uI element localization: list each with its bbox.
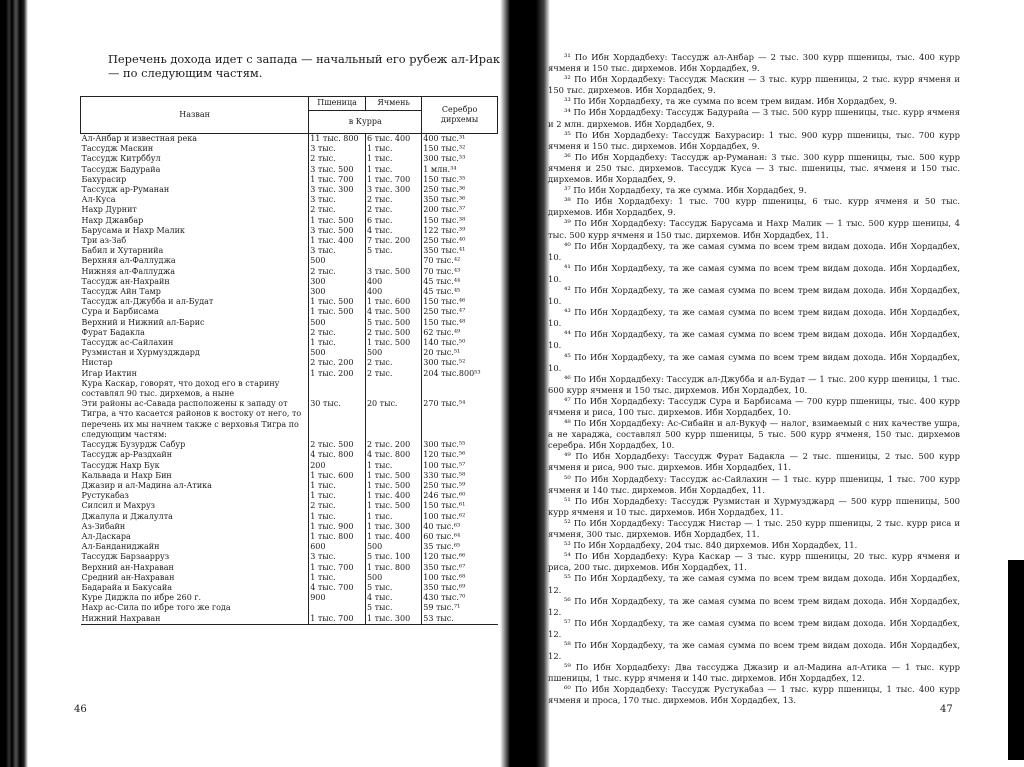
footnote: ⁴⁴ По Ибн Хордадбеху, та же самая сумма по всем трем видам дохода. Ибн Хордадбех, 10.	[548, 329, 960, 351]
silver-value: 270 тыс.⁵⁴	[422, 399, 498, 440]
region-name: Тассудж ал-Джубба и ал-Будат	[81, 297, 214, 307]
footnote: ³⁹ По Ибн Хордадбеху: Тассудж Барусама и Нахр Малик — 1 тыс. 500 курр шеницы, 4 тыс. 500 курр ячменя и 150 тыс. дирхемов. Ибн Хордадбех, 11.	[548, 218, 960, 240]
region-name: Верхняя ал-Фаллуджа	[81, 256, 176, 266]
footnote: ³⁸ По Ибн Хордадбеху: 1 тыс. 700 курр пшеницы, 6 тыс. курр ячменя и 50 тыс. дирхемов. Ибн Хордадбех, 9.	[548, 196, 960, 218]
barley-value: 5 тыс.	[365, 246, 421, 256]
wheat-value: 1 тыс.	[309, 512, 366, 522]
table-row	[81, 358, 498, 368]
region-name: Сура и Барбисама	[81, 307, 159, 317]
wheat-value: 300	[309, 277, 366, 287]
region-name: Бадарайа и Бакусайа	[81, 582, 172, 592]
table-row	[81, 175, 498, 185]
table-row	[81, 236, 498, 246]
wheat-value: 1 тыс. 400	[309, 236, 366, 246]
wheat-value: 3 тыс.	[309, 144, 366, 154]
wheat-value: 1 тыс.	[309, 491, 366, 501]
silver-value: 300 тыс.³³	[422, 154, 498, 164]
table-row	[81, 512, 498, 522]
barley-value: 1 тыс.	[365, 165, 421, 175]
table-row	[81, 399, 498, 440]
footnote: ⁵² По Ибн Хордадбеху: Тассудж Нистар — 1 тыс. 250 курр пшеницы, 2 тыс. курр риса и ячменя, 300 тыс. дирхемов. Ибн Хордадбех, 11.	[548, 517, 960, 540]
barley-value: 4 тыс. 800	[365, 450, 421, 460]
footnote: ⁵⁵ По Ибн Хордадбеху, та же самая сумма по всем трем видам дохода. Ибн Хордадбех, 12.	[548, 573, 960, 595]
table-row	[81, 267, 498, 277]
barley-value: 3 тыс. 500	[365, 267, 421, 277]
wheat-value: 2 тыс.	[309, 501, 366, 511]
region-name: Тассудж ар-Раздхайн	[81, 450, 173, 460]
silver-value: 45 тыс.⁴⁵	[422, 287, 498, 297]
footnote: ⁵³ По Ибн Хордадбеху, 204 тыс. 840 дирхемов. Ибн Хордадбех, 11.	[564, 540, 858, 551]
silver-value: 150 тыс.³⁵	[422, 175, 498, 185]
barley-value: 1 тыс. 400	[365, 532, 421, 542]
footnote: ⁴⁰ По Ибн Хордадбеху, та же самая сумма по всем трем видам дохода. Ибн Хордадбех, 10.	[548, 240, 960, 262]
barley-value: 500	[365, 348, 421, 358]
region-name: Рузмистан и Хурмуздждард	[81, 348, 200, 358]
footnote: ⁵⁹ По Ибн Хордадбеху: Два тассуджа Джазир и ал-Мадина ал-Атика — 1 тыс. курр пшеницы, 1 тыс. курр ячменя и 140 тыс. дирхемов. Ибн Хордадбех, 12.	[548, 662, 960, 684]
region-name: Кура Каскар, говорят, что доход его в старину составлял 90 тыс. дирхемов, а ныне	[81, 378, 280, 399]
table-row	[81, 501, 498, 511]
region-name: Игар Йактин	[81, 368, 137, 378]
region-name: Нахр ас-Сила по ибре того же года	[81, 603, 231, 613]
barley-value: 400	[365, 287, 421, 297]
silver-value: 250 тыс.⁵⁹	[422, 481, 498, 491]
barley-value: 2 тыс.	[365, 195, 421, 205]
region-name: Средний ан-Нахраван	[81, 572, 175, 582]
wheat-value: 1 тыс. 700	[309, 614, 366, 625]
wheat-value: 2 тыс.	[309, 154, 366, 164]
region-name: Ал-Анбар и известная река	[81, 134, 198, 143]
silver-value: 250 тыс.³⁶	[422, 185, 498, 195]
region-name: Бахурасир	[81, 174, 127, 184]
silver-value: 45 тыс.⁴⁴	[422, 277, 498, 287]
wheat-value: 600	[309, 542, 366, 552]
wheat-value: 1 тыс. 500	[309, 297, 366, 307]
silver-value: 53 тыс.	[422, 614, 498, 625]
footnote: ³⁷ По Ибн Хордадбеху, та же сумма. Ибн Хордадбех, 9.	[564, 185, 807, 196]
region-name: Тассудж Барзаарруз	[81, 552, 170, 562]
table-row	[81, 226, 498, 236]
silver-value: 150 тыс.⁴⁶	[422, 297, 498, 307]
footnote: ⁵¹ По Ибн Хордадбеху: Тассудж Рузмистан и Хурмузджард — 500 курр пшеницы, 500 курр ячменя и 10 тыс. дирхемов. Ибн Хордадбех, 11.	[548, 495, 960, 517]
silver-value: 300 тыс.⁵²	[422, 358, 498, 368]
right-page	[548, 0, 960, 767]
table-row	[81, 287, 498, 297]
region-name: Фурат Бадакла	[81, 327, 145, 337]
barley-value: 1 тыс. 500	[365, 501, 421, 511]
silver-value: 430 тыс.⁷⁰	[422, 593, 498, 603]
barley-value: 500	[365, 573, 421, 583]
header-in-kurr: в Курра	[309, 111, 422, 134]
table-row	[81, 583, 498, 593]
silver-value: 350 тыс.⁴¹	[422, 246, 498, 256]
silver-value: 204 тыс.800⁵³	[422, 369, 498, 379]
barley-value: 4 тыс.	[365, 593, 421, 603]
table-row	[81, 277, 498, 287]
footnote: ⁵⁴ По Ибн Хордадбеху: Кура Каскар — 3 тыс. курр пшеницы, 20 тыс. курр ячменя и риса, 200 тыс. дирхемов. Ибн Хордадбех, 11.	[548, 551, 960, 573]
wheat-value: 300	[309, 287, 366, 297]
page-number-left: 46	[74, 704, 87, 715]
wheat-value: 3 тыс. 300	[309, 185, 366, 195]
silver-value: 250 тыс.⁴⁰	[422, 236, 498, 246]
barley-value: 7 тыс. 200	[365, 236, 421, 246]
scan-edge-left	[0, 0, 28, 767]
footnote: ⁴⁶ По Ибн Хордадбеху: Тассудж ал-Джубба и ал-Будат — 1 тыс. 200 курр шеницы, 1 тыс. 600 курр ячменя и 150 тыс. дирхемов. Ибн Хордадбех, 10.	[548, 373, 960, 395]
barley-value: 2 тыс.	[365, 358, 421, 368]
silver-value: 70 тыс.⁴³	[422, 267, 498, 277]
barley-value: 5 тыс.	[365, 603, 421, 613]
barley-value: 1 тыс. 400	[365, 491, 421, 501]
silver-value: 60 тыс.⁶⁴	[422, 532, 498, 542]
barley-value: 2 тыс.	[365, 205, 421, 215]
region-name: Нижний Нахраван	[81, 614, 309, 625]
wheat-value: 30 тыс.	[309, 399, 366, 440]
region-name: Тассудж Китрббул	[81, 154, 161, 164]
wheat-value: 1 тыс. 700	[309, 175, 366, 185]
barley-value: 5 тыс.	[365, 583, 421, 593]
wheat-value: 2 тыс.	[309, 267, 366, 277]
barley-value: 2 тыс. 500	[365, 328, 421, 338]
table-row	[81, 205, 498, 215]
table-row	[81, 134, 498, 145]
wheat-value: 2 тыс. 500	[309, 440, 366, 450]
header-wheat: Пшеница	[309, 97, 366, 111]
wheat-value: 1 тыс. 200	[309, 369, 366, 379]
region-name: Силсил и Махруз	[81, 501, 156, 511]
table-row	[81, 614, 498, 625]
silver-value: 150 тыс.³²	[422, 144, 498, 154]
wheat-value: 2 тыс. 200	[309, 358, 366, 368]
table-row	[81, 471, 498, 481]
barley-value: 1 тыс. 600	[365, 297, 421, 307]
table-row	[81, 185, 498, 195]
wheat-value: 500	[309, 348, 366, 358]
barley-value: 5 тыс. 100	[365, 552, 421, 562]
region-name: Джалула и Джалулта	[81, 511, 173, 521]
silver-value: 350 тыс.³⁶	[422, 195, 498, 205]
region-name: Верхний ан-Нахраван	[81, 562, 174, 572]
table-row	[81, 195, 498, 205]
silver-value: 246 тыс.⁶⁰	[422, 491, 498, 501]
table-row	[81, 481, 498, 491]
wheat-value: 3 тыс. 500	[309, 226, 366, 236]
table-row	[81, 573, 498, 583]
footnote: ³⁶ По Ибн Хордадбеху: Тассудж ар-Руманан: 3 тыс. 300 курр пшеницы, тыс. 500 курр ячменя и 250 тыс. дирхемов. Тассудж Куса — 3 тыс. пшеницы, тыс. ячменя и 150 тыс. дирхемов. Ибн Хордадбех, 9.	[548, 151, 960, 185]
silver-value: 350 тыс.⁶⁹	[422, 583, 498, 593]
region-name: Ал-Даскара	[81, 531, 131, 541]
region-name: Джазир и ал-Мадина ал-Атика	[81, 480, 212, 490]
silver-value: 140 тыс.⁵⁰	[422, 338, 498, 348]
barley-value: 1 тыс. 500	[365, 471, 421, 481]
barley-value: 1 тыс. 800	[365, 563, 421, 573]
silver-value: 150 тыс.⁶¹	[422, 501, 498, 511]
table-row	[81, 348, 498, 358]
region-name: Куре Диджла по ибре 260 г.	[81, 593, 202, 603]
table-row	[81, 379, 498, 399]
region-name: Тассудж ас-Сайлахин	[81, 338, 174, 348]
silver-value: 1 млн.³⁴	[422, 165, 498, 175]
table-row	[81, 440, 498, 450]
footnote: ⁵⁷ По Ибн Хордадбеху, та же самая сумма по всем трем видам дохода. Ибн Хордадбех, 12.	[548, 617, 960, 639]
footnote: ⁵⁰ По Ибн Хордадбеху: Тассудж ас-Сайлахин — 1 тыс. курр пшеницы, 1 тыс. 700 курр ячменя и 140 тыс. дирхемов. Ибн Хордадбех, 11.	[548, 473, 960, 495]
table-row	[81, 450, 498, 460]
region-name: Нистар	[81, 358, 113, 368]
footnote: ⁵⁸ По Ибн Хордадбеху, та же самая сумма по всем трем видам дохода. Ибн Хордадбех, 12.	[548, 639, 960, 662]
barley-value: 400	[365, 277, 421, 287]
region-name: Три аз-Заб	[81, 236, 127, 246]
silver-value: 100 тыс.⁶⁸	[422, 573, 498, 583]
region-name: Тассудж Бадурайа	[81, 164, 161, 174]
table-row	[81, 297, 498, 307]
barley-value: 1 тыс.	[365, 144, 421, 154]
silver-value: 300 тыс.⁵⁵	[422, 440, 498, 450]
table-row	[81, 542, 498, 552]
region-name: Нахр Дурнит	[81, 205, 137, 215]
table-row	[81, 338, 498, 348]
scan-edge-right	[1008, 560, 1024, 760]
barley-value: 4 тыс.	[365, 226, 421, 236]
left-page	[74, 0, 500, 767]
table-row	[81, 593, 498, 603]
table-row	[81, 144, 498, 154]
silver-value	[422, 379, 498, 399]
wheat-value: 1 тыс. 600	[309, 471, 366, 481]
header-silver: Серебро дирхемы	[422, 97, 498, 134]
wheat-value: 1 тыс.	[309, 573, 366, 583]
table-row	[81, 216, 498, 226]
barley-value: 20 тыс.	[365, 399, 421, 440]
silver-value: 400 тыс.³¹	[422, 134, 498, 145]
wheat-value: 500	[309, 318, 366, 328]
table-row	[81, 563, 498, 573]
wheat-value: 1 тыс. 500	[309, 216, 366, 226]
silver-value: 122 тыс.³⁹	[422, 226, 498, 236]
region-name: Ал-Куса	[81, 195, 116, 205]
wheat-value: 3 тыс. 500	[309, 165, 366, 175]
barley-value: 500	[365, 542, 421, 552]
header-names: Назван	[81, 97, 309, 134]
footnote: ³⁴ По Ибн Хордадбеху: Тассудж Бадурайа — 3 тыс. 500 курр пшеницы, тыс. курр ячменя и 2 млн. дирхемов. Ибн Хордадбех, 9.	[548, 107, 960, 129]
footnote: ³⁵ По Ибн Хордадбеху: Тассудж Бахурасир: 1 тыс. 900 курр пшеницы, тыс. 700 курр ячменя и 150 тыс. дирхемов. Ибн Хордадбех, 9.	[548, 129, 960, 151]
silver-value: 120 тыс.⁶⁶	[422, 552, 498, 562]
silver-value: 150 тыс.³⁸	[422, 216, 498, 226]
footnote: ⁶⁰ По Ибн Хордадбеху: Тассудж Рустукабаз — 1 тыс. курр пшеницы, 1 тыс. 400 курр ячменя и проса, 170 тыс. дирхемов. Ибн Хордадбех, 13.	[548, 684, 960, 706]
barley-value: 6 тыс.	[365, 216, 421, 226]
book-spine-shadow	[500, 0, 550, 767]
region-name: Тассудж Нахр Бук	[81, 460, 160, 470]
silver-value: 20 тыс.⁵¹	[422, 348, 498, 358]
footnote: ⁴² По Ибн Хордадбеху, та же самая сумма по всем трем видам дохода. Ибн Хордадбех, 10.	[548, 284, 960, 307]
wheat-value: 4 тыс. 700	[309, 583, 366, 593]
region-name: Тассудж ар-Руманан	[81, 185, 170, 195]
region-name: Ал-Банданиджайн	[81, 542, 160, 552]
table-row	[81, 256, 498, 266]
footnote: ⁴¹ По Ибн Хордадбеху, та же самая сумма по всем трем видам дохода. Ибн Хордадбех, 10.	[548, 262, 960, 284]
wheat-value: 2 тыс.	[309, 205, 366, 215]
region-name: Тассудж Айн Тамр	[81, 287, 161, 297]
barley-value: 5 тыс. 500	[365, 318, 421, 328]
barley-value: 2 тыс.	[365, 369, 421, 379]
barley-value: 1 тыс. 500	[365, 481, 421, 491]
footnotes	[548, 52, 960, 707]
wheat-value: 500	[309, 256, 366, 266]
wheat-value: 200	[309, 461, 366, 471]
table-row	[81, 328, 498, 338]
wheat-value: 1 тыс. 700	[309, 563, 366, 573]
barley-value: 6 тыс. 400	[365, 134, 421, 145]
table-row	[81, 154, 498, 164]
table-row	[81, 165, 498, 175]
silver-value: 200 тыс.³⁷	[422, 205, 498, 215]
barley-value: 1 тыс. 300	[365, 522, 421, 532]
wheat-value: 11 тыс. 800	[309, 134, 366, 145]
table-row	[81, 491, 498, 501]
table-row	[81, 522, 498, 532]
region-name: Верхний и Нижний ал-Барис	[81, 317, 205, 327]
footnote: ⁴⁹ По Ибн Хордадбеху: Тассудж Фурат Бадакла — 2 тыс. пшеницы, 2 тыс. 500 курр ячменя и риса, 900 тыс. дирхемов. Ибн Хордадбех, 11.	[548, 451, 960, 473]
wheat-value: 1 тыс. 900	[309, 522, 366, 532]
footnote: ⁵⁶ По Ибн Хордадбеху, та же самая сумма по всем трем видам дохода. Ибн Хордадбех, 12.	[548, 595, 960, 617]
region-name: Тассудж Маскин	[81, 144, 154, 154]
table-row	[81, 369, 498, 379]
wheat-value: 4 тыс. 800	[309, 450, 366, 460]
wheat-value: 3 тыс.	[309, 552, 366, 562]
barley-value: 2 тыс. 200	[365, 440, 421, 450]
silver-value: 59 тыс.⁷¹	[422, 603, 498, 613]
silver-value: 120 тыс.⁵⁶	[422, 450, 498, 460]
table-row	[81, 461, 498, 471]
table-row	[81, 532, 498, 542]
wheat-value: 1 тыс. 800	[309, 532, 366, 542]
table-row	[81, 246, 498, 256]
footnote: ³¹ По Ибн Хордадбеху: Тассудж ал-Анбар — 2 тыс. 300 курр пшеницы, тыс. 400 курр ячменя и 150 тыс. дирхемов. Ибн Хордадбех, 9.	[548, 52, 960, 74]
wheat-value	[309, 379, 366, 399]
barley-value	[365, 256, 421, 266]
footnote: ⁴⁷ По Ибн Хордадбеху: Тассудж Сура и Барбисама — 700 курр пшеницы, тыс. 400 курр ячменя и риса, 100 тыс. дирхемов. Ибн Хордадбех, 10.	[548, 395, 960, 417]
region-name: Аз-Зибайн	[81, 521, 126, 531]
barley-value	[365, 379, 421, 399]
wheat-value: 3 тыс.	[309, 195, 366, 205]
revenue-table-body	[81, 134, 498, 625]
wheat-value: 1 тыс.	[309, 338, 366, 348]
region-name: Барусама и Нахр Малик	[81, 225, 185, 235]
table-row	[81, 307, 498, 317]
barley-value: 1 тыс.	[365, 154, 421, 164]
silver-value: 100 тыс.⁶²	[422, 512, 498, 522]
silver-value: 40 тыс.⁶³	[422, 522, 498, 532]
silver-value: 62 тыс.⁴⁹	[422, 328, 498, 338]
footnote: ⁴³ По Ибн Хордадбеху, та же самая сумма по всем трем видам дохода. Ибн Хордадбех, 10.	[548, 307, 960, 329]
region-name: Нахр Джавбар	[81, 215, 144, 225]
wheat-value: 1 тыс.	[309, 481, 366, 491]
silver-value: 330 тыс.⁵⁸	[422, 471, 498, 481]
region-name: Рустукабаз	[81, 491, 129, 501]
barley-value: 4 тыс. 500	[365, 307, 421, 317]
region-name: Нижняя ал-Фаллуджа	[81, 266, 176, 276]
region-name: Кальвада и Нахр Бин	[81, 470, 172, 480]
wheat-value: 2 тыс.	[309, 328, 366, 338]
page-intro: Перечень дохода идет с запада — начальный его рубеж ал-Ирак — по следующим частям.	[108, 52, 500, 80]
barley-value: 1 тыс.	[365, 512, 421, 522]
silver-value: 150 тыс.⁴⁸	[422, 318, 498, 328]
barley-value: 1 тыс. 300	[365, 614, 421, 625]
region-name: Эти районы ас-Савада расположены к западу от Тигра, а что касается районов к востоку от него, то перечень их мы начнем также с верховья Тигра по следующим частям:	[81, 399, 302, 439]
barley-value: 1 тыс. 700	[365, 175, 421, 185]
footnote: ⁴⁵ По Ибн Хордадбеху, та же самая сумма по всем трем видам дохода. Ибн Хордадбех, 10.	[548, 351, 960, 373]
silver-value: 250 тыс.⁴⁷	[422, 307, 498, 317]
region-name: Тассудж Бузурдж Сабур	[81, 440, 186, 450]
table-row	[81, 552, 498, 562]
region-name: Бабил и Хутарнийа	[81, 246, 164, 256]
silver-value: 35 тыс.⁶⁵	[422, 542, 498, 552]
wheat-value: 3 тыс.	[309, 246, 366, 256]
footnote: ³³ По Ибн Хордадбеху, та же сумма по всем трем видам. Ибн Хордадбех, 9.	[564, 96, 898, 107]
barley-value: 3 тыс. 300	[365, 185, 421, 195]
wheat-value: 1 тыс. 500	[309, 307, 366, 317]
wheat-value	[309, 603, 366, 613]
revenue-table	[80, 96, 498, 625]
header-barley: Ячмень	[365, 97, 421, 111]
wheat-value: 900	[309, 593, 366, 603]
barley-value: 1 тыс. 500	[365, 338, 421, 348]
footnote: ³² По Ибн Хордадбеху: Тассудж Маскин — 3 тыс. курр пшеницы, 2 тыс. курр ячменя и 150 тыс. дирхемов. Ибн Хордадбех, 9.	[548, 74, 960, 96]
region-name: Тассудж ан-Нахрайн	[81, 276, 170, 286]
silver-value: 70 тыс.⁴²	[422, 256, 498, 266]
table-row	[81, 318, 498, 328]
table-row	[81, 603, 498, 613]
silver-value: 350 тыс.⁶⁷	[422, 563, 498, 573]
silver-value: 100 тыс.⁵⁷	[422, 461, 498, 471]
barley-value: 1 тыс.	[365, 461, 421, 471]
footnote: ⁴⁸ По Ибн Хордадбеху: Ас-Сибайн и ал-Вукуф — налог, взимаемый с них качестве ушра, а не хараджа, составлял 500 курр пшеницы, 5 тыс. 500 курр ячменя, 150 тыс. дирхемов серебра. Ибн Хордадбех, 10.	[548, 418, 960, 451]
page-number-right: 47	[940, 704, 953, 715]
